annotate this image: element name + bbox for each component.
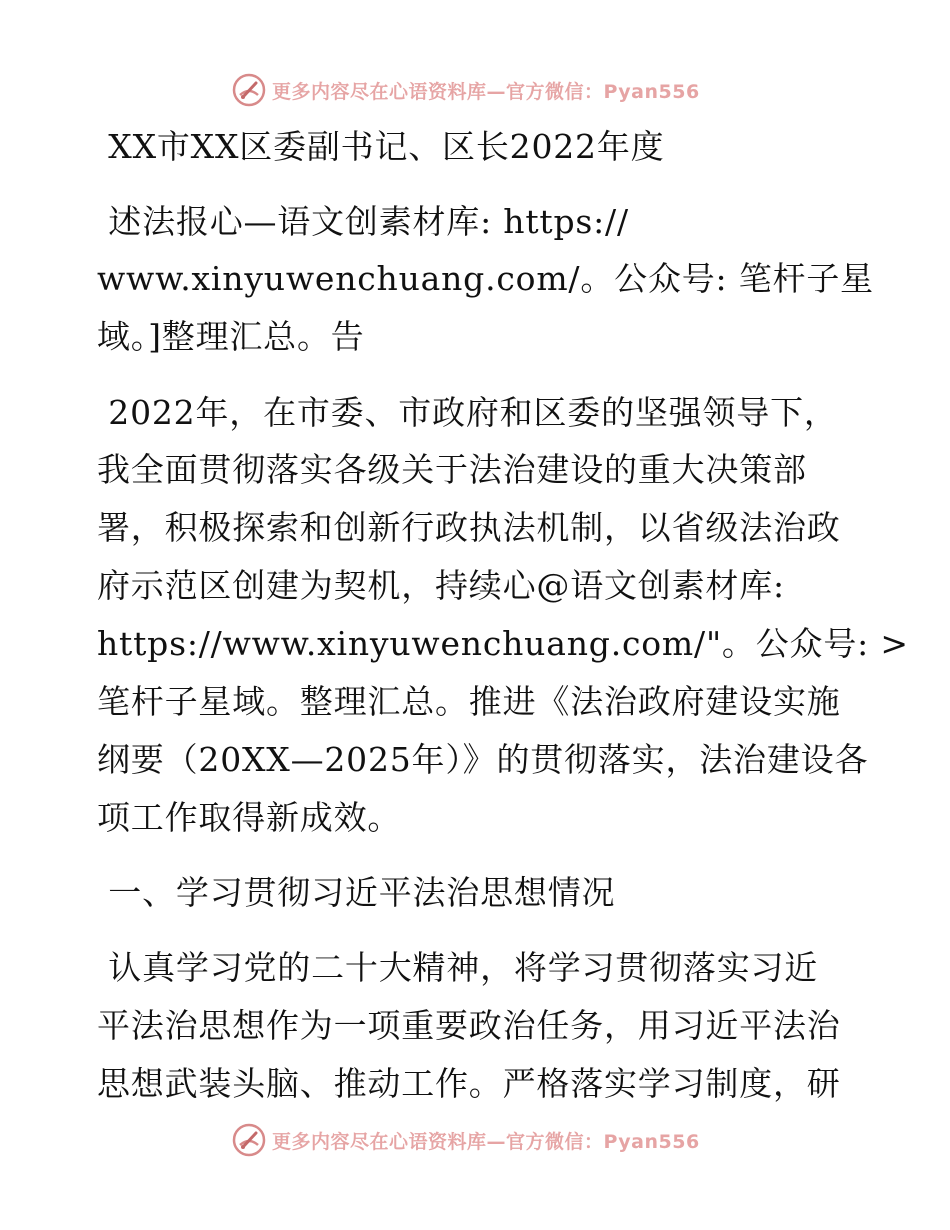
para2-line-2: 平法治思想作为一项重要政治任务，用习近平法治	[97, 1006, 841, 1045]
para1-line-2: 我全面贯彻落实各级关于法治建设的重大决策部	[97, 450, 807, 489]
header-watermark-banner	[232, 70, 700, 110]
intro-line-2: www.xinyuwenchuang.com/。公众号: 笔杆子星	[97, 259, 874, 298]
book-pen-logo-icon	[232, 73, 266, 107]
para1-line-1: 2022年，在市委、市政府和区委的坚强领导下，	[97, 393, 838, 432]
intro-line-1: 述法报心—语文创素材库: https://	[97, 202, 629, 241]
para1-line-6: 笔杆子星域。整理汇总。推进《法治政府建设实施	[97, 682, 841, 721]
para1-line-3: 署，积极探索和创新行政执法机制，以省级法治政	[97, 508, 841, 547]
para2-line-3: 思想武装头脑、推动工作。严格落实学习制度，研	[97, 1064, 841, 1103]
para1-line-5: https://www.xinyuwenchuang.com/"。公众号: >	[97, 624, 909, 663]
para1-line-7: 纲要（20XX—2025年）》的贯彻落实，法治建设各	[97, 740, 869, 779]
footer-watermark-banner	[232, 1120, 700, 1160]
para1-line-8: 项工作取得新成效。	[97, 798, 402, 837]
section-heading-1: 一、学习贯彻习近平法治思想情况	[97, 873, 616, 912]
watermark-text: 更多内容尽在心语资料库—官方微信：Pyan556	[272, 80, 700, 103]
book-pen-logo-icon	[232, 1123, 266, 1157]
para2-line-1: 认真学习党的二十大精神，将学习贯彻落实习近	[97, 948, 819, 987]
watermark-text: 更多内容尽在心语资料库—官方微信：Pyan556	[272, 1130, 700, 1153]
para1-line-4: 府示范区创建为契机，持续心@语文创素材库:	[97, 566, 785, 605]
document-title: XX市XX区委副书记、区长2022年度	[97, 127, 665, 166]
intro-line-3: 域。]整理汇总。告	[97, 317, 365, 356]
